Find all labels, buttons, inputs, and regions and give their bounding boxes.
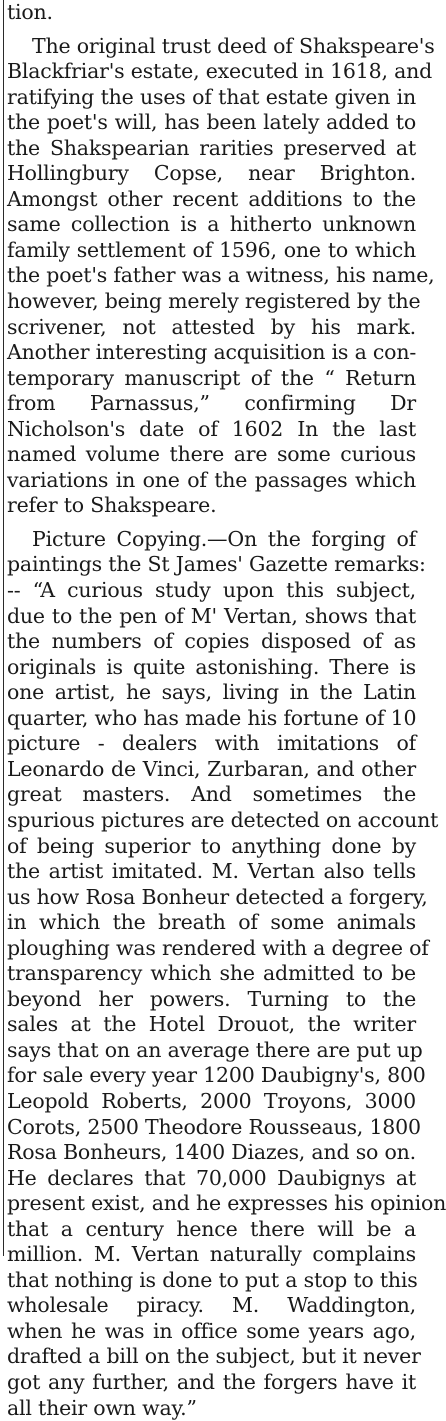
text-line: scrivener, not attested by his mark. — [7, 314, 416, 339]
article-column — [7, 0, 446, 1421]
text-line: of being superior to anything done by — [7, 833, 416, 858]
text-line: the artist imitated. M. Vertan also tells — [7, 859, 416, 884]
column-rule — [3, 0, 4, 1256]
text-line: quarter, who has made his fortune of 10 — [7, 705, 417, 730]
text-line: due to the pen of M' Vertan, shows that — [7, 603, 416, 628]
text-line: variations in one of the passages which — [7, 467, 416, 492]
text-line: picture - dealers with imitations of — [7, 731, 416, 756]
text-line: that a century hence there will be a — [7, 1216, 416, 1241]
text-line: ratifying the uses of that estate given in — [7, 84, 416, 109]
text-line: The original trust deed of Shakspeare's — [32, 33, 435, 58]
text-line: when he was in office some years ago, — [7, 1318, 416, 1343]
text-line: paintings the St James' Gazette remarks: — [7, 552, 426, 577]
text-line: tion. — [7, 0, 53, 24]
text-line: from Parnassus,” confirming Dr — [7, 391, 416, 416]
text-line: Another interesting acquisition is a con- — [7, 340, 417, 365]
text-line: in which the breath of some animals — [7, 910, 416, 935]
text-line: -- “A curious study upon this subject, — [7, 578, 416, 603]
text-line: one artist, he says, living in the Latin — [7, 680, 416, 705]
text-line: the poet's father was a witness, his name, — [7, 263, 435, 288]
text-line: that nothing is done to put a stop to this — [7, 1267, 418, 1292]
text-line: present exist, and he expresses his opinion — [7, 1191, 446, 1216]
text-line: Corots, 2500 Theodore Rousseaus, 1800 — [7, 1114, 421, 1139]
text-line: great masters. And sometimes the — [7, 782, 416, 807]
text-line: for sale every year 1200 Daubigny's, 800 — [7, 1063, 426, 1088]
text-line: temporary manuscript of the “ Return — [7, 365, 416, 390]
text-line: He declares that 70,000 Daubignys at — [7, 1165, 416, 1190]
text-line: drafted a bill on the subject, but it never — [7, 1344, 421, 1369]
text-line: Hollingbury Copse, near Brighton. — [7, 161, 416, 186]
paragraph-gap — [7, 26, 416, 34]
text-line: Rosa Bonheurs, 1400 Diazes, and so on. — [7, 1140, 416, 1165]
text-line: Leopold Roberts, 2000 Troyons, 3000 — [7, 1088, 416, 1113]
text-line: transparency which she admitted to be — [7, 961, 416, 986]
text-line: Amongst other recent additions to the — [7, 186, 416, 211]
text-line: got any further, and the forgers have it — [7, 1369, 416, 1394]
text-line: all their own way.” — [7, 1395, 197, 1420]
continuation-text — [7, 0, 416, 26]
text-line: family settlement of 1596, one to which — [7, 237, 416, 262]
text-line: Blackfriar's estate, executed in 1618, and — [7, 59, 433, 84]
text-line: refer to Shakspeare. — [7, 493, 217, 518]
text-line: wholesale piracy. M. Waddington, — [7, 1293, 416, 1318]
paragraph-picture-copying — [7, 526, 446, 1421]
text-line: beyond her powers. Turning to the — [7, 986, 416, 1011]
text-line: us how Rosa Bonheur detected a forgery, — [7, 884, 428, 909]
text-line: originals is quite astonishing. There is — [7, 654, 416, 679]
text-line: Leonardo de Vinci, Zurbaran, and other — [7, 756, 416, 781]
text-line: however, being merely registered by the — [7, 289, 421, 314]
text-line: says that on an average there are put up — [7, 1037, 423, 1062]
text-line: Nicholson's date of 1602 In the last — [7, 416, 416, 441]
text-line: Picture Copying.—On the forging of — [32, 526, 416, 551]
text-line: the Shakspearian rarities preserved at — [7, 135, 416, 160]
text-line: the numbers of copies disposed of as — [7, 629, 416, 654]
text-line: the poet's will, has been lately added to — [7, 110, 416, 135]
paragraph-gap — [7, 519, 416, 527]
text-line: same collection is a hitherto unknown — [7, 212, 416, 237]
paragraph-shakspeare-trust-deed — [7, 33, 435, 519]
text-line: sales at the Hotel Drouot, the writer — [7, 1012, 416, 1037]
text-line: ploughing was rendered with a degree of — [7, 935, 429, 960]
text-line: named volume there are some curious — [7, 442, 416, 467]
text-line: million. M. Vertan naturally complains — [7, 1242, 416, 1267]
text-line: spurious pictures are detected on account — [7, 807, 439, 832]
